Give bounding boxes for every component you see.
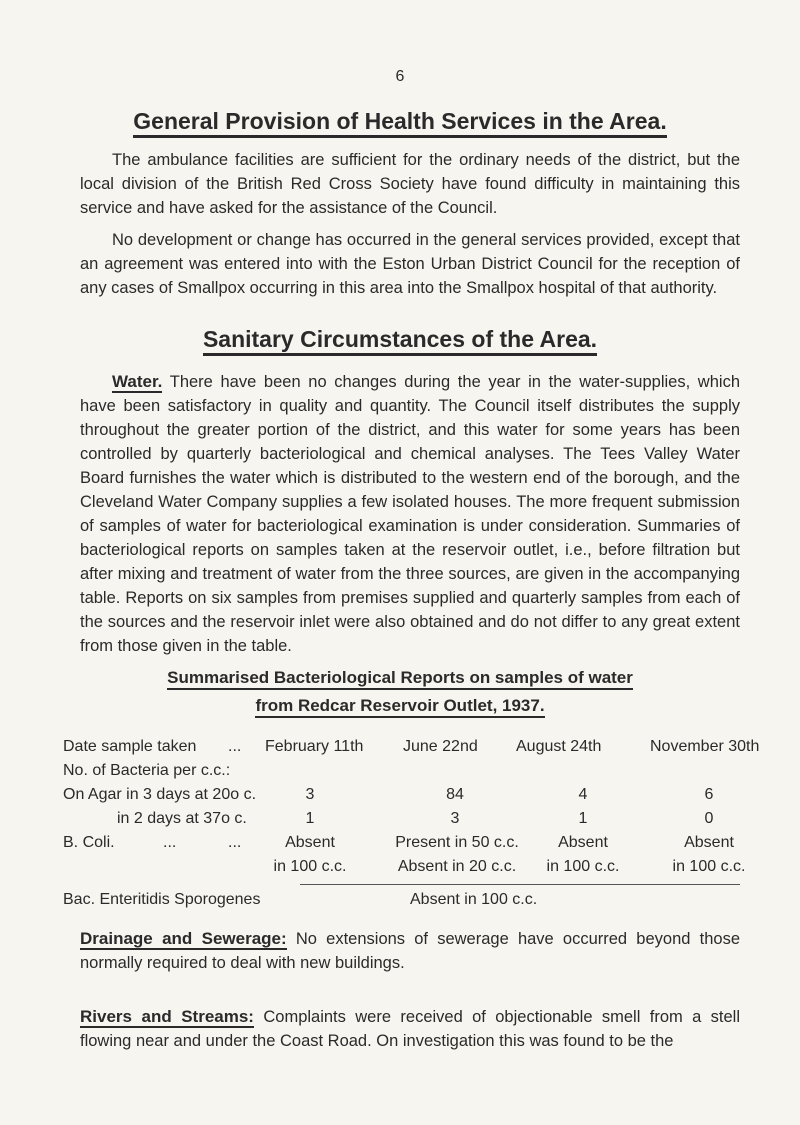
drainage-text: No extensions of sewerage have occurred beyond those normally required to deal with new buildings.	[80, 930, 740, 972]
table-agar20-2: 84	[446, 786, 464, 803]
table-date-3: August 24th	[516, 738, 602, 755]
table-dots-bcoli-2: ...	[228, 834, 242, 851]
rivers-text: Complaints were received of objectionable smell from a stell flowing near and under the Coast Road. On investigation this was found to be the	[80, 1008, 740, 1050]
section-heading-sanitary	[0, 326, 800, 353]
table-label-agar20: On Agar in 3 days at 20o c.	[63, 786, 257, 803]
paragraph-rivers	[80, 1005, 740, 1053]
section-heading-health-services-text: General Provision of Health Services in the Area.	[133, 108, 666, 138]
table-bcoli-3a: Absent	[558, 834, 608, 851]
table-title-line2	[0, 696, 800, 716]
table-title-line1-text: Summarised Bacteriological Reports on samples of water	[167, 668, 633, 690]
table-date-4: November 30th	[650, 738, 760, 755]
table-date-2: June 22nd	[403, 738, 478, 755]
table-title-line1	[0, 668, 800, 688]
table-agar37-3: 1	[578, 810, 588, 827]
table-label-date: Date sample taken	[63, 738, 197, 755]
table-dots-bcoli-1: ...	[163, 834, 177, 851]
table-label-bacteria: No. of Bacteria per c.c.:	[63, 762, 231, 779]
water-lead: Water.	[112, 372, 163, 391]
paragraph-ambulance: The ambulance facilities are sufficient for the ordinary needs of the district, but the local division of the British Red Cross Society have found difficulty in maintaining this service and have asked for the assistance of the Council.	[80, 151, 740, 217]
table-bcoli-2a: Present in 50 c.c.	[395, 834, 519, 851]
section-heading-health-services	[0, 108, 800, 135]
table-label-agar37: in 2 days at 37o c.	[117, 810, 247, 827]
page-number: 6	[395, 68, 405, 85]
table-date-1: February 11th	[265, 738, 364, 755]
rivers-lead: Rivers and Streams:	[80, 1007, 254, 1026]
table-label-bcoli: B. Coli.	[63, 834, 115, 851]
table-divider	[300, 884, 740, 885]
table-bcoli-1a: Absent	[285, 834, 335, 851]
paragraph-development: No development or change has occurred in the general services provided, except that an agreement was entered into with the Eston Urban District Council for the reception of any cases of Smallpox occurring in this area into the Smallpox hospital of that authority.	[80, 231, 740, 297]
table-agar20-4: 6	[704, 786, 714, 803]
table-agar37-4: 0	[704, 810, 714, 827]
section-heading-sanitary-text: Sanitary Circumstances of the Area.	[203, 326, 597, 356]
table-bcoli-3b: in 100 c.c.	[546, 858, 620, 875]
paragraph-water	[80, 370, 740, 658]
table-agar37-1: 1	[305, 810, 315, 827]
table-enteritidis-value: Absent in 100 c.c.	[410, 891, 538, 908]
table-label-enteritidis: Bac. Enteritidis Sporogenes	[63, 891, 261, 908]
table-agar20-3: 4	[578, 786, 588, 803]
table-bcoli-4a: Absent	[684, 834, 734, 851]
table-agar37-2: 3	[450, 810, 460, 827]
drainage-lead: Drainage and Sewerage:	[80, 929, 287, 948]
table-dots-date: ...	[228, 738, 242, 755]
table-title-line2-text: from Redcar Reservoir Outlet, 1937.	[255, 696, 544, 718]
table-agar20-1: 3	[305, 786, 315, 803]
table-bcoli-1b: in 100 c.c.	[273, 858, 347, 875]
water-text: There have been no changes during the year in the water-supplies, which have been satisfactory in quality and quantity. The Council itself distributes the supply throughout the greater portion of the district, and this water for some years has been controlled by quarterly bacteriological and chemical analyses. The Tees Valley Water Board furnishes the water which is distributed to the western end of the borough, and the Cleveland Water Company supplies a few isolated houses. The more frequent submission of samples of water for bacteriological examination is under consideration. Summaries of bacteriological reports on samples taken at the reservoir outlet, i.e., before filtration but after mixing and treatment of water from the three sources, are given in the accompanying table. Reports on six samples from premises supplied and quarterly samples from each of the sources and the reservoir inlet were also obtained and do not differ to any great extent from those given in the table.	[80, 373, 740, 655]
paragraph-drainage	[80, 927, 740, 975]
table-bcoli-4b: in 100 c.c.	[672, 858, 746, 875]
table-bcoli-2b: Absent in 20 c.c.	[397, 858, 517, 875]
